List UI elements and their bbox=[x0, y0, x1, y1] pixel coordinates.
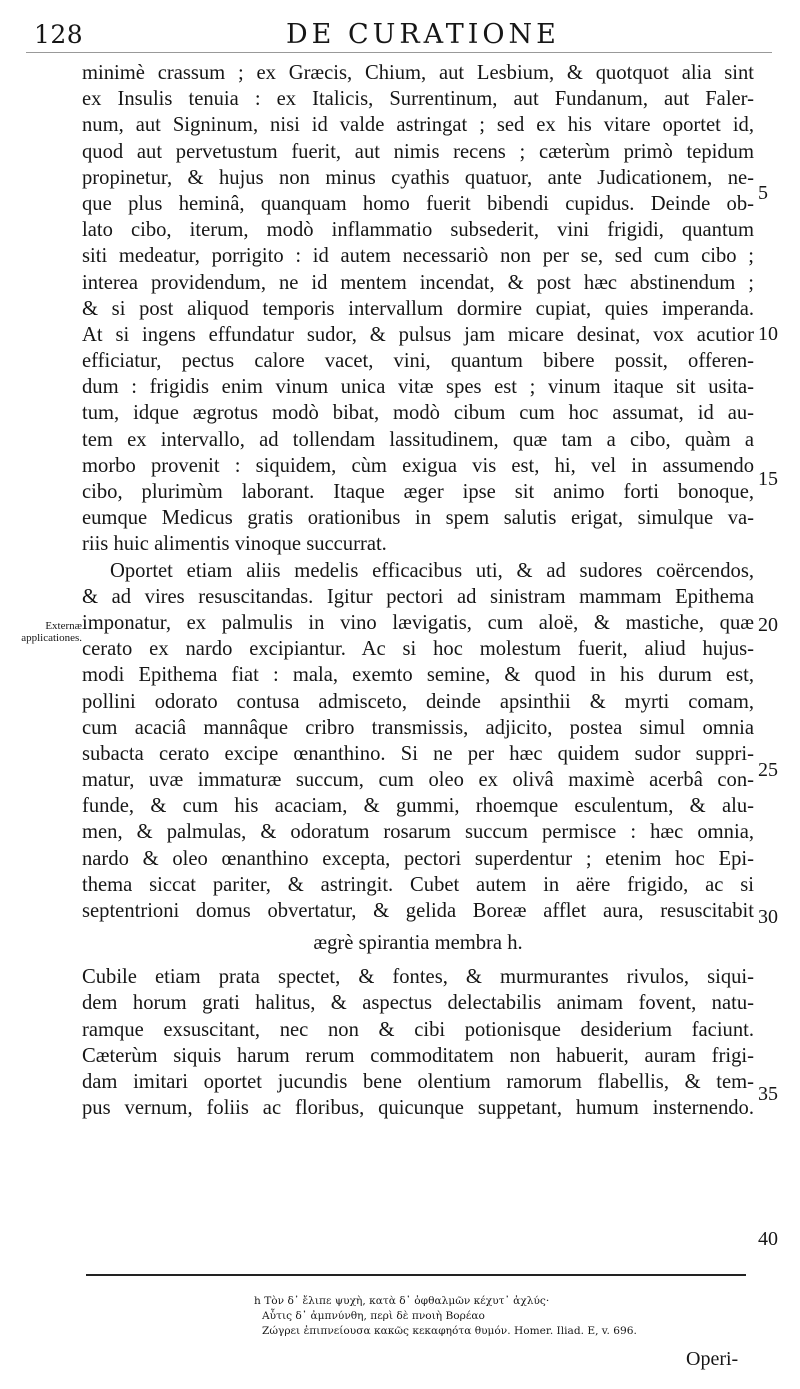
line-number: 10 bbox=[758, 323, 778, 345]
line-number: 25 bbox=[758, 759, 778, 781]
text-line: minimè crassum ; ex Græcis, Chium, aut Lesbium, & quotquot alia sint bbox=[82, 62, 754, 84]
text-line: modi Epithema fiat : mala, exemto semine, & quod in his durum est, bbox=[82, 664, 754, 687]
running-head: DE CURATIONE bbox=[286, 19, 560, 50]
text-line: cerato ex nardo excipiantur. Ac si hoc molestum fuerit, aliud hujus- bbox=[82, 638, 754, 661]
text-line: tum, idque ægrotus modò bibat, modò cibum cum hoc assumat, id au- bbox=[82, 402, 754, 425]
text-line: lato cibo, iterum, modò inflammatio subsederit, vini frigidi, quantum bbox=[82, 219, 754, 242]
text-line: pus vernum, foliis ac floribus, quicunque suppetant, humum insternendo. bbox=[82, 1097, 754, 1120]
header-rule bbox=[26, 52, 772, 53]
text-line: interea providendum, ne id mentem incendat, & post hæc abstinendum ; bbox=[82, 271, 754, 294]
verse-quotation: ægrè spirantia membra h. bbox=[313, 932, 523, 955]
page-number: 128 bbox=[34, 20, 84, 49]
marginal-note: Externæ applicationes. bbox=[21, 620, 82, 644]
text-line: & ad vires resuscitandas. Igitur pectori ad sinistram mammam Epithema bbox=[82, 585, 754, 608]
line-number: 35 bbox=[758, 1083, 778, 1105]
text-line: propinetur, & hujus non minus cyathis quatuor, ante Judicationem, ne- bbox=[82, 166, 754, 189]
line-number: 20 bbox=[758, 614, 778, 636]
line-number: 30 bbox=[758, 906, 778, 928]
text-line: imponatur, ex palmulis in vino lævigatis, cum aloë, & mastiche, quæ bbox=[82, 611, 754, 634]
line-number: 15 bbox=[758, 468, 778, 490]
text-line: ex Insulis tenuia : ex Italicis, Surrentinum, aut Fundanum, aut Faler- bbox=[82, 88, 754, 111]
text-line: ramque exsuscitant, nec non & cibi potionisque desiderium faciunt. bbox=[82, 1018, 754, 1041]
footnote-line: Αὖτις δ᾽ ἀμπνύνθη, περὶ δὲ πνοιὴ Βορέαο bbox=[262, 1310, 485, 1322]
text-line: nardo & oleo œnanthino excepta, pectori superdentur ; etenim hoc Epi- bbox=[82, 847, 754, 870]
text-line: cum acaciâ mannâque cribro transmissis, adjicito, postea simul omnia bbox=[82, 716, 754, 739]
line-number: 40 bbox=[758, 1228, 778, 1250]
text-line: & si post aliquod temporis intervallum dormire cupiat, quies imperanda. bbox=[82, 297, 754, 320]
text-line: funde, & cum his acaciam, & gummi, rhoemque esculentum, & alu- bbox=[82, 795, 754, 818]
text-line: septentrioni domus obvertatur, & gelida Boreæ afflet aura, resuscitabit bbox=[82, 900, 754, 922]
text-line: Oportet etiam aliis medelis efficacibus uti, & ad sudores coërcendos, bbox=[110, 559, 754, 582]
text-line: efficiatur, pectus calore vacet, vini, quantum bibere possit, offeren- bbox=[82, 350, 754, 373]
text-line: siti medeatur, porrigito : id autem necessariò non per se, sed cum cibo ; bbox=[82, 245, 754, 268]
text-line: eumque Medicus gratis orationibus in spem salutis erigat, simulque va- bbox=[82, 507, 754, 530]
text-line: thema siccat pariter, & astringit. Cubet autem in aëre frigido, ac si bbox=[82, 873, 754, 896]
text-line: tem ex intervallo, ad tollendam lassitudinem, quæ tam a cibo, quàm a bbox=[82, 428, 754, 451]
footnote-line: Ζώγρει ἐπιπνείουσα κακῶς κεκαφηότα θυμόν. Homer. Iliad. E, v. 696. bbox=[262, 1325, 637, 1337]
text-line: quod aut pervetustum fuerit, aut nimis recens ; cæterùm primò tepidum bbox=[82, 140, 754, 163]
footnote-line: h Τὸν δ᾽ ἔλιπε ψυχὴ, κατὰ δ᾽ ὀφθαλμῶν κέχυτ᾽ ἀχλύς· bbox=[254, 1295, 550, 1307]
text-line: dem horum grati halitus, & aspectus delectabilis animam fovent, natu- bbox=[82, 992, 754, 1015]
catchword: Operi- bbox=[686, 1348, 739, 1370]
text-line: num, aut Signinum, nisi id valde astringat ; sed ex his vitare oportet id, bbox=[82, 114, 754, 137]
text-line: morbo provenit : siquidem, cùm exigua vis est, hi, vel in assumendo bbox=[82, 454, 754, 477]
text-line: subacta cerato excipe œnanthino. Si ne per hæc quidem sudor suppri- bbox=[82, 742, 754, 765]
line-number: 5 bbox=[758, 182, 768, 204]
text-line: At si ingens effundatur sudor, & pulsus jam micare desinat, vox acutior bbox=[82, 323, 754, 346]
text-line: que plus heminâ, quanquam homo fuerit bibendi cupidus. Deinde ob- bbox=[82, 192, 754, 215]
text-line: Cæterùm siquis harum rerum commoditatem non habuerit, auram frigi- bbox=[82, 1044, 754, 1067]
footnote-rule bbox=[86, 1274, 746, 1276]
text-line: pollini odorato contusa admisceto, deinde apsinthii & myrti comam, bbox=[82, 690, 754, 713]
text-line: Cubile etiam prata spectet, & fontes, & murmurantes rivulos, siqui- bbox=[82, 966, 754, 989]
text-line: matur, uvæ immaturæ succum, cum oleo ex olivâ maximè acerbâ con- bbox=[82, 769, 754, 792]
text-line: dam imitari oportet jucundis bene olentium ramorum flabellis, & tem- bbox=[82, 1070, 754, 1093]
text-line: dum : frigidis enim vinum unica vitæ spes est ; vinum itaque sit usita- bbox=[82, 376, 754, 399]
main-text-block bbox=[82, 60, 754, 1121]
text-line: cibo, plurimùm laborant. Itaque æger ipse sit animo forti bonoque, bbox=[82, 481, 754, 503]
text-line: riis huic alimentis vinoque succurrat. bbox=[82, 533, 387, 556]
text-line: men, & palmulas, & odoratum rosarum succum permisce : hæc omnia, bbox=[82, 821, 754, 844]
